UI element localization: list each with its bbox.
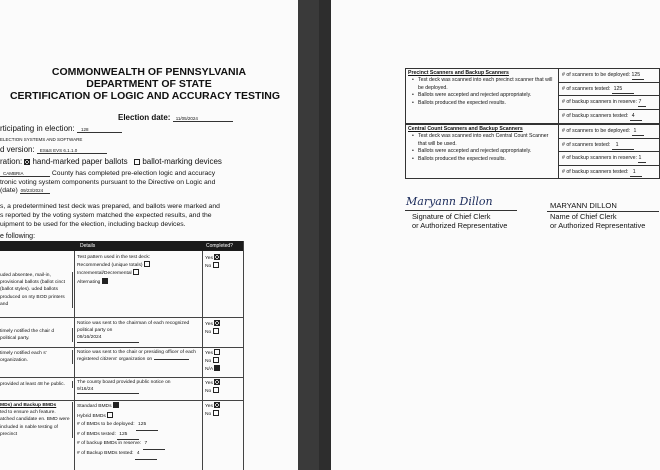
incremental-checkbox[interactable] [133, 269, 139, 275]
title-line-2: DEPARTMENT OF STATE [86, 78, 212, 90]
yes-checkbox[interactable] [214, 402, 220, 408]
standard-bmd-checkbox[interactable] [113, 402, 119, 408]
following-line: e following: [0, 233, 36, 240]
version-line: d version: ES&S EVS 6.1.1.0 [0, 145, 107, 154]
participating-line: rticipating in election: 128 [0, 124, 122, 133]
no-checkbox[interactable] [213, 357, 219, 363]
yes-checkbox[interactable] [214, 349, 220, 355]
table-row: uded absentee, mail-in, provisional ballots (ballot cinct (ballot styles). uded ballots produced on nty BOD printers and Test pattern used in the test deck: Recommended (unique totals) Incremental/Decremental Alternating Yes No [0, 251, 243, 318]
table-divider [202, 251, 203, 470]
no-checkbox[interactable] [213, 410, 219, 416]
requirements-table [0, 241, 243, 251]
document-page-right [331, 0, 660, 470]
deck-line-3: uipment to be used for the election, including backup devices. [0, 221, 186, 228]
signature-line [405, 210, 517, 211]
table-divider [243, 241, 244, 470]
viewer-background [319, 0, 331, 470]
precinct-scanner-section: Precinct Scanners and Backup Scanners • Test deck was scanned into each precinct scanner that will be deployed. • Ballots were accepted and rejected appropriately. • Ballots produced the expected results. # of scanners to be deployed: 125 # of scanners tested: 125 # of backup scanners in reserve: 7 # of backup scanners tested: 4 [405, 68, 660, 124]
document-page-left [0, 0, 298, 470]
no-checkbox[interactable] [213, 387, 219, 393]
name-label: Name of Chief Clerk or Authorized Representative [550, 212, 646, 230]
deck-line-1: s, a predetermined test deck was prepared, and ballots were marked and [0, 203, 220, 210]
table-row: timely notified each s' organization. Notice was sent to the chair or presiding officer of each registered citizens' organization on Yes No N/A [0, 348, 243, 378]
central-scanner-section: Central Count Scanners and Backup Scanners • Test deck was scanned into each Central Count Scanner that will be used. • Ballots were accepted and rejected appropriately. • Ballots produced the expected results. # of scanners to be deployed: 1 # of scanners tested: 1 # of backup scanners in reserve: 1 # of backup scanners tested: 1 [405, 124, 660, 179]
table-divider [74, 251, 75, 470]
printed-name: MARYANN DILLON [550, 201, 617, 210]
table-row: timely notified the chair d political party. Notice was sent to the chairman of each recognized political party on 09/16/2024 Yes No [0, 318, 243, 348]
yes-checkbox[interactable] [214, 254, 220, 260]
election-date: Election date: 11/05/2024 [118, 113, 233, 122]
county-line-3: (date) 09/23/2024 [0, 187, 50, 194]
yes-checkbox[interactable] [214, 379, 220, 385]
title-line-3: CERTIFICATION OF LOGIC AND ACCURACY TESTING [9, 90, 281, 102]
ballot-marking-checkbox[interactable] [134, 159, 140, 165]
table-header: Details Completed? [0, 241, 243, 251]
alternating-checkbox[interactable] [102, 278, 108, 284]
title-line-1: COMMONWEALTH OF PENNSYLVANIA [51, 66, 247, 78]
recommended-checkbox[interactable] [144, 261, 150, 267]
na-checkbox[interactable] [214, 365, 220, 371]
ration-line: ration: hand-marked paper ballots ballot-marking devices [0, 157, 222, 166]
table-row: provided at least 48 he public. The county board provided public notice on 9/16/24 Yes No [0, 378, 243, 401]
table-row: MDs) and Backup BMDs ted to ensure ach feature. atched candidate en. BMD were included in nable testing of precinct Standard BMDs Hybrid BMDs # of BMDs to be deployed: 125 # of BMDs tested: 125 # of backup BMDs in reserve: 7 # of Backup BMDs tested: 4 Yes No [0, 401, 243, 470]
yes-checkbox[interactable] [214, 320, 220, 326]
hand-marked-checkbox[interactable] [24, 159, 30, 165]
signature: Maryann Dillon [406, 195, 493, 208]
vendor-line: ELECTION SYSTEMS AND SOFTWARE [0, 137, 83, 142]
county-line: CAMBRIA County has completed pre-election logic and accuracy [0, 170, 215, 177]
no-checkbox[interactable] [213, 328, 219, 334]
hybrid-bmd-checkbox[interactable] [107, 412, 113, 418]
no-checkbox[interactable] [213, 262, 219, 268]
deck-line-2: s reported by the voting system matched the expected results, and the [0, 212, 212, 219]
county-line-2: tronic voting system components pursuant to the Directive on Logic and [0, 179, 216, 186]
signature-label: Signature of Chief Clerk or Authorized Representative [412, 212, 508, 230]
